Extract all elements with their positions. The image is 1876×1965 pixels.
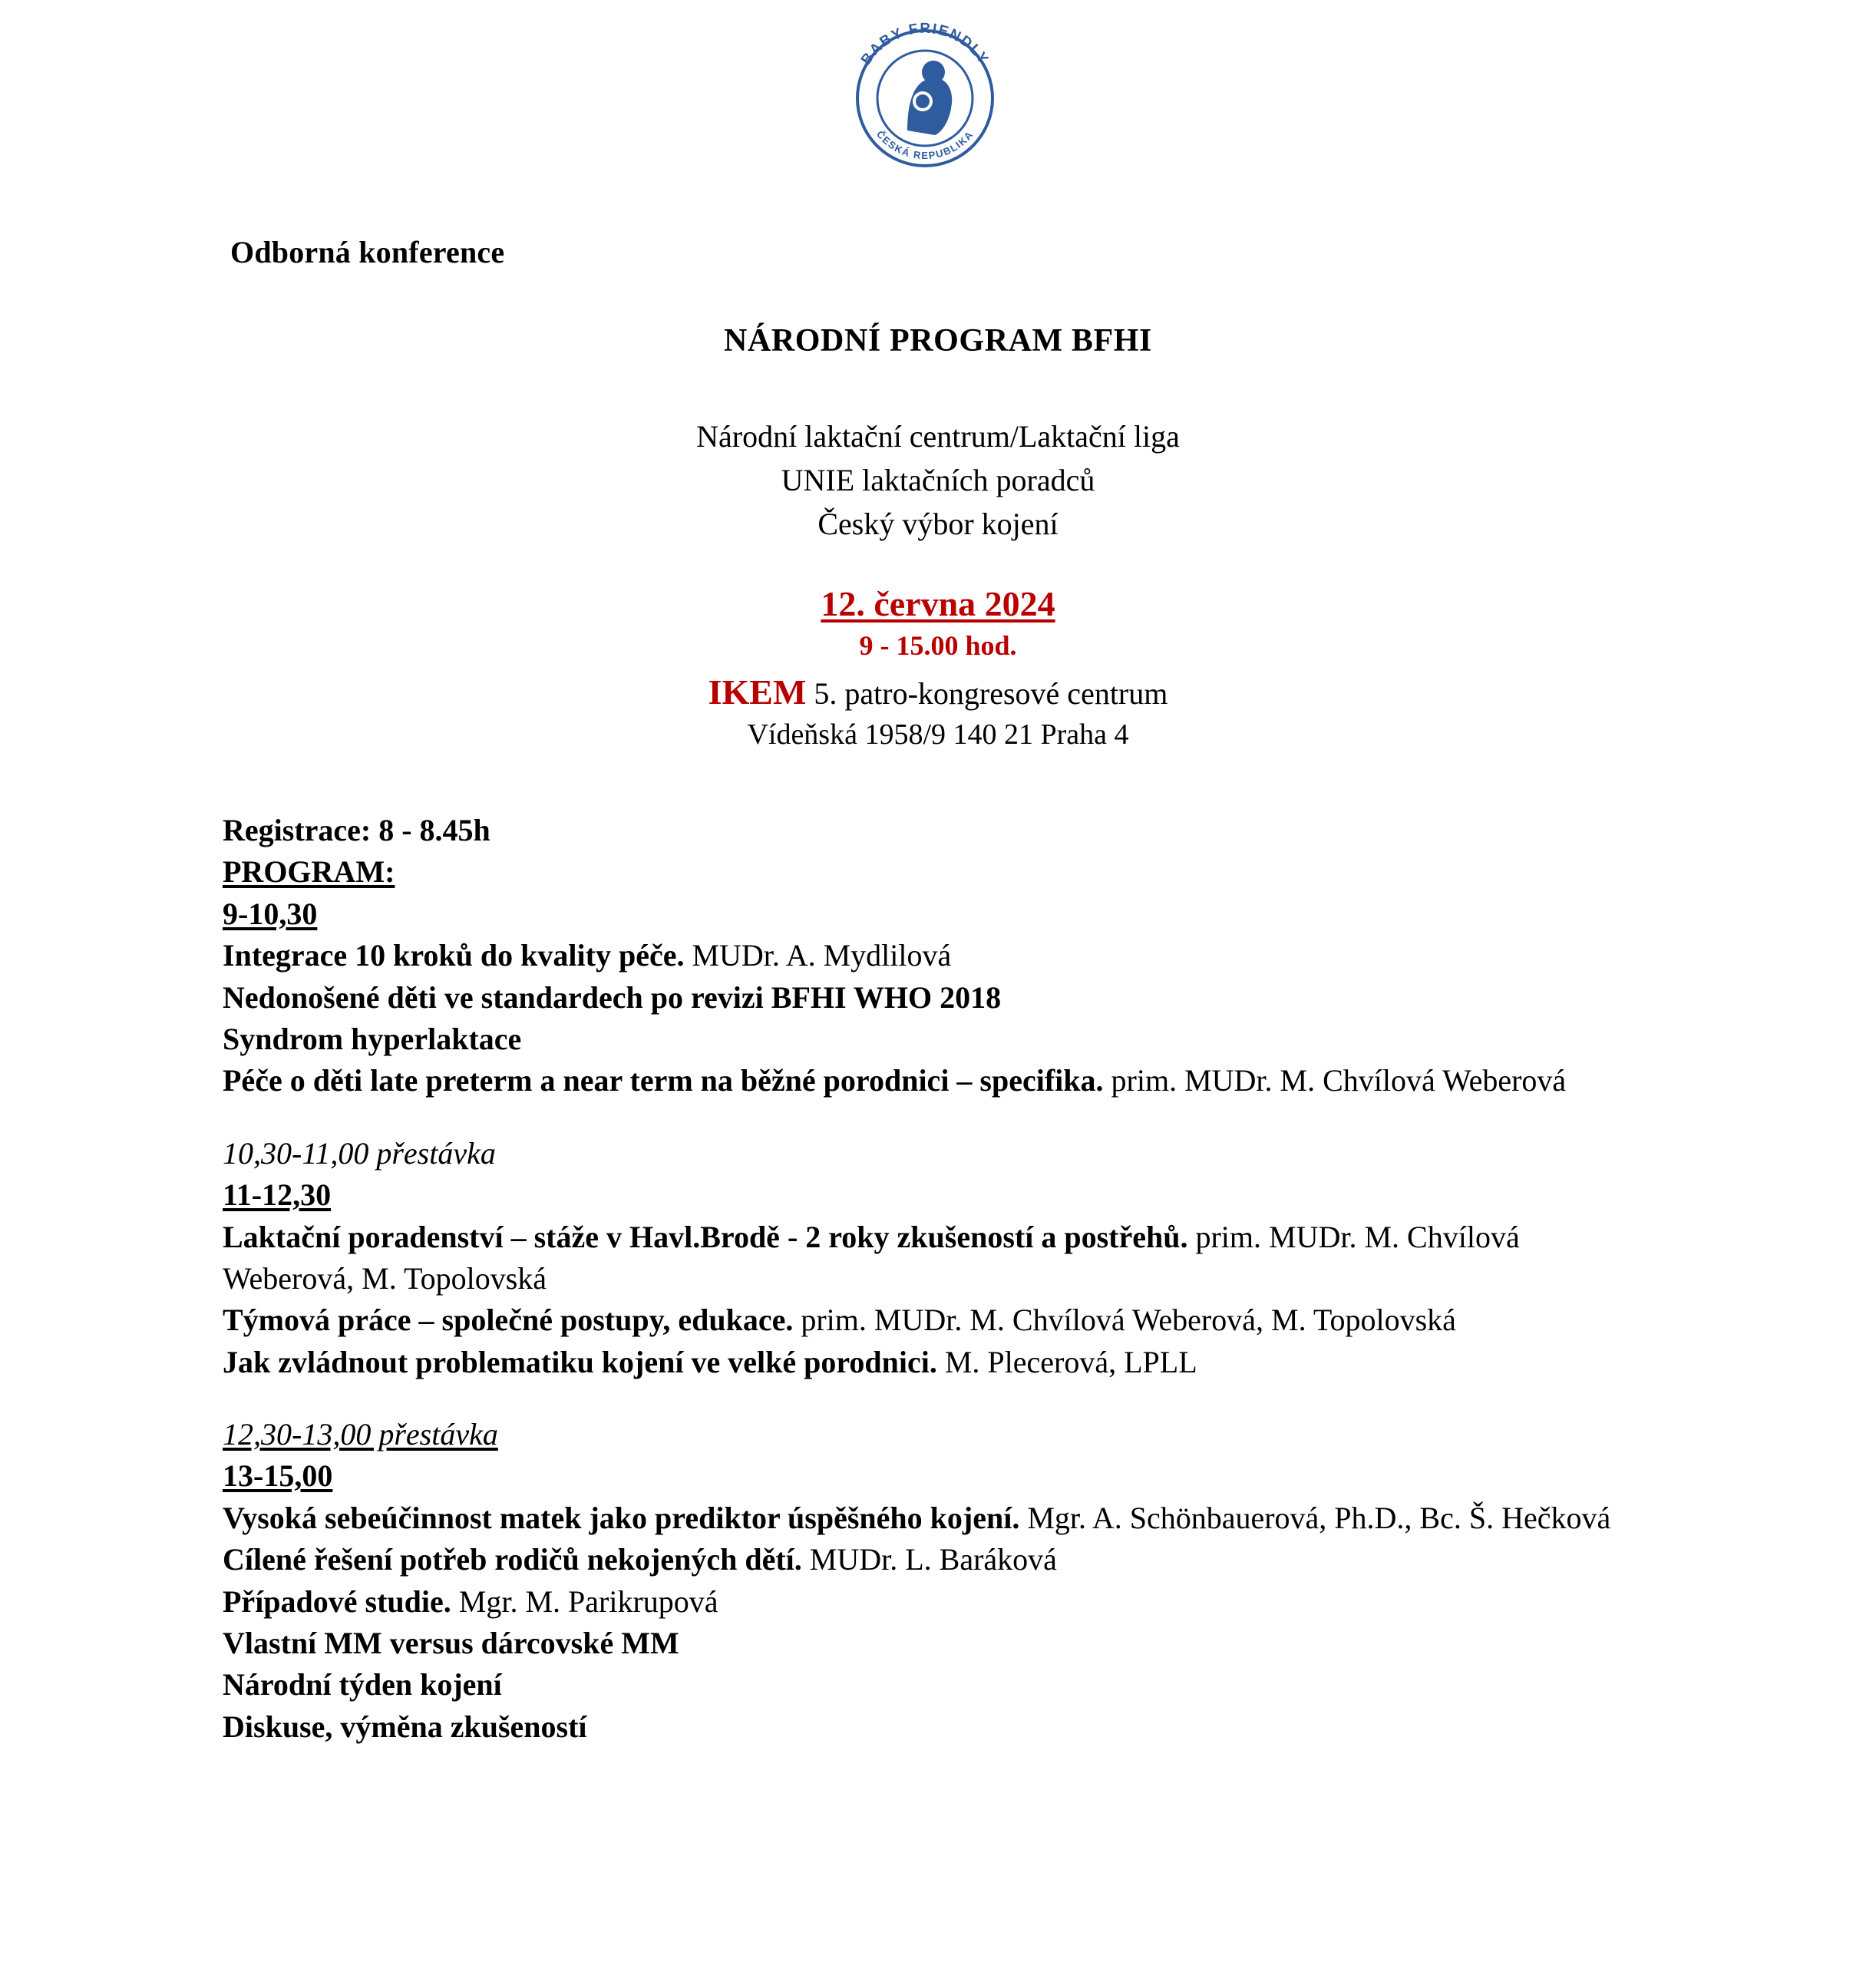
baby-friendly-logo <box>837 8 1013 184</box>
program-item <box>223 1581 1658 1623</box>
organizer-line: Český výbor kojení <box>817 507 1059 542</box>
page-title: NÁRODNÍ PROGRAM BFHI <box>724 323 1152 358</box>
program-item <box>223 1300 1658 1341</box>
spacer <box>223 1383 1658 1414</box>
venue-name: IKEM <box>708 672 807 712</box>
page-heading-left: Odborná konference <box>230 235 505 269</box>
program-item <box>223 977 1658 1019</box>
svg-text:BABY FRIENDLY: BABY FRIENDLY <box>857 20 992 68</box>
program-item-speaker: MUDr. L. Baráková <box>801 1542 1057 1577</box>
program-item <box>223 1498 1658 1539</box>
program-item-speaker: MUDr. A. Mydlilová <box>684 938 952 973</box>
program-body <box>223 810 1658 1748</box>
program-item-title: Cílené řešení potřeb rodičů nekojených dětí. <box>223 1542 802 1577</box>
program-item <box>223 1342 1658 1383</box>
program-item-title: Jak zvládnout problematiku kojení ve velké porodnici. <box>223 1344 937 1379</box>
event-date: 12. června 2024 <box>821 584 1055 623</box>
program-item-title: Nedonošené děti ve standardech po revizi BFHI WHO 2018 <box>223 979 1002 1015</box>
session-time: 9-10,30 <box>223 896 318 931</box>
organizer-line: UNIE laktačních poradců <box>781 463 1095 498</box>
program-item <box>223 1019 1658 1060</box>
break-line: 10,30-11,00 přestávka <box>223 1135 496 1171</box>
session-time: 13-15,00 <box>223 1458 333 1494</box>
organizers-list <box>0 414 1876 547</box>
session-time: 11-12,30 <box>223 1177 332 1213</box>
program-item-speaker: prim. MUDr. M. Chvílová Weberová, M. Topolovská <box>223 1219 1520 1296</box>
program-item-speaker: prim. MUDr. M. Chvílová Weberová <box>1103 1063 1567 1098</box>
program-item <box>223 1217 1658 1300</box>
program-item-title: Případové studie. <box>223 1584 451 1619</box>
registration-line: Registrace: 8 - 8.45h <box>223 813 490 847</box>
event-address: Vídeňská 1958/9 140 21 Praha 4 <box>747 718 1129 751</box>
svg-text:ČESKÁ REPUBLIKA: ČESKÁ REPUBLIKA <box>874 128 976 162</box>
event-venue <box>0 672 1876 712</box>
program-item-title: Vysoká sebeúčinnost matek jako prediktor úspěšného kojení. <box>223 1500 1020 1535</box>
spacer <box>223 1102 1658 1133</box>
venue-detail: 5. patro-kongresové centrum <box>806 676 1168 711</box>
program-item-title: Syndrom hyperlaktace <box>223 1021 522 1056</box>
program-item-title: Integrace 10 kroků do kvality péče. <box>223 938 685 973</box>
program-item-title: Diskuse, výměna zkušeností <box>223 1709 587 1744</box>
program-item <box>223 1664 1658 1706</box>
program-item-speaker: Mgr. M. Parikrupová <box>451 1584 718 1619</box>
program-item-title: Péče o děti late preterm a near term na běžné porodnici – specifika. <box>223 1063 1104 1098</box>
program-item-title: Laktační poradenství – stáže v Havl.Brodě - 2 roky zkušeností a postřehů. <box>223 1219 1188 1254</box>
break-line: 12,30-13,00 přestávka <box>223 1417 498 1452</box>
program-item-speaker: Mgr. A. Schönbauerová, Ph.D., Bc. Š. Hečková <box>1019 1500 1611 1535</box>
event-time: 9 - 15.00 hod. <box>859 630 1017 661</box>
program-item <box>223 1060 1658 1101</box>
program-item-speaker: M. Plecerová, LPLL <box>936 1344 1197 1379</box>
program-item <box>223 1539 1658 1580</box>
program-item <box>223 1623 1658 1664</box>
program-item-title: Vlastní MM versus dárcovské MM <box>223 1626 679 1661</box>
program-item <box>223 1706 1658 1748</box>
program-label: PROGRAM: <box>223 854 395 890</box>
program-item-title: Národní týden kojení <box>223 1667 502 1702</box>
organizer-line: Národní laktační centrum/Laktační liga <box>696 419 1180 454</box>
program-item <box>223 935 1658 976</box>
program-item-title: Týmová práce – společné postupy, edukace. <box>223 1303 794 1338</box>
program-item-speaker: prim. MUDr. M. Chvílová Weberová, M. Topolovská <box>793 1303 1456 1338</box>
